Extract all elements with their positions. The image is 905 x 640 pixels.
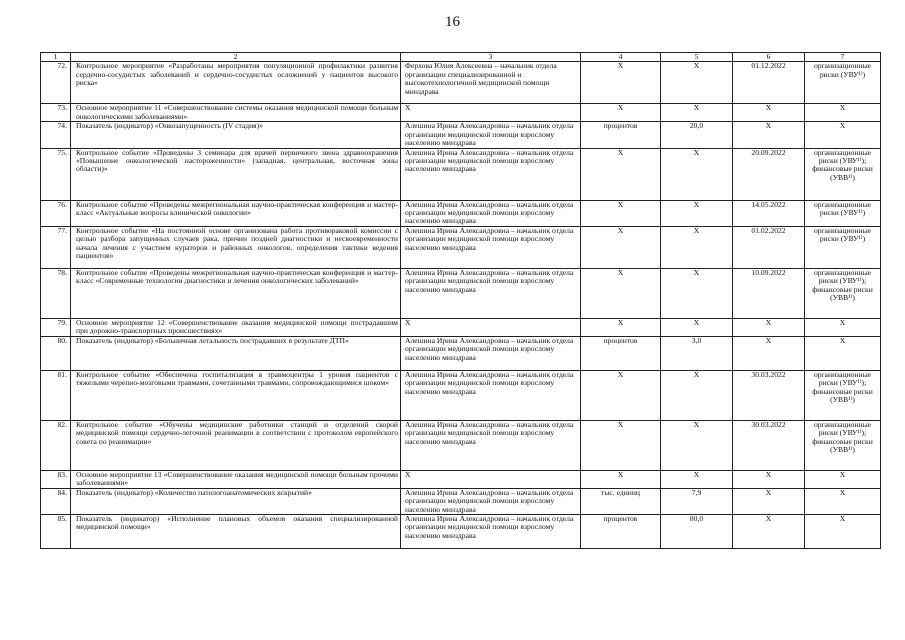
row-number-cell: 77. [41, 226, 71, 268]
row-description-cell: Основное мероприятие 11 «Совершенствование системы оказания медицинской помощи больным онкологическими заболеваниями» [71, 104, 401, 122]
unit-cell: процентов [581, 515, 661, 549]
row-description-cell: Контрольное мероприятие «Разработаны мероприятия популяционной профилактики развития сердечно-сосудистых заболеваний и сердечно-сосудистых осложнений у пациентов высокого риска» [71, 62, 401, 104]
unit-cell: X [581, 420, 661, 470]
row-description-cell: Показатель (индикатор) «Онкозапущенность (IV стадия)» [71, 122, 401, 148]
row-number-cell: 80. [41, 336, 71, 370]
deadline-cell: X [733, 104, 805, 122]
table-row [41, 122, 881, 148]
responsible-person-cell: Алешина Ирина Александровна – начальник отдела организации медицинской помощи взрослому населению минздрава [401, 148, 581, 200]
row-number-cell: 81. [41, 370, 71, 420]
value-cell: X [661, 420, 733, 470]
unit-cell: процентов [581, 122, 661, 148]
responsible-person-cell: X [401, 470, 581, 488]
risk-cell: организационные риски (УВУ¹⁾); финансовые риски (УВВ¹⁾) [805, 268, 881, 318]
row-number-cell: 78. [41, 268, 71, 318]
column-number: 3 [401, 53, 581, 62]
table-row [41, 515, 881, 549]
value-cell: 7,9 [661, 488, 733, 514]
deadline-cell: 20.09.2022 [733, 148, 805, 200]
row-number-cell: 76. [41, 200, 71, 226]
deadline-cell: X [733, 122, 805, 148]
row-number-cell: 73. [41, 104, 71, 122]
risk-cell: X [805, 470, 881, 488]
responsible-person-cell: Ферхова Юлия Алексеевна – начальник отдела организации специализированной и высокотехнологичной медицинской помощи минздрава [401, 62, 581, 104]
deadline-cell: X [733, 336, 805, 370]
value-cell: X [661, 370, 733, 420]
responsible-person-cell: X [401, 318, 581, 336]
row-description-cell: Контрольное событие «Проведены межрегиональная научно-практическая конференция и мастер-класс «Актуальные вопросы клинической онкологии» [71, 200, 401, 226]
plan-table [40, 52, 881, 549]
risk-cell: организационные риски (УВУ¹⁾) [805, 200, 881, 226]
table-row [41, 318, 881, 336]
value-cell: 3,0 [661, 336, 733, 370]
responsible-person-cell: Алешина Ирина Александровна – начальник отдела организации медицинской помощи взрослому населению минздрава [401, 370, 581, 420]
risk-cell: X [805, 104, 881, 122]
deadline-cell: 30.03.2022 [733, 420, 805, 470]
unit-cell: X [581, 148, 661, 200]
unit-cell: процентов [581, 336, 661, 370]
responsible-person-cell: Алешина Ирина Александровна – начальник отдела организации медицинской помощи взрослому населению минздрава [401, 200, 581, 226]
value-cell: X [661, 470, 733, 488]
row-description-cell: Показатель (индикатор) «Количество патологоанатомических вскрытий» [71, 488, 401, 514]
column-number: 4 [581, 53, 661, 62]
value-cell: 80,0 [661, 515, 733, 549]
responsible-person-cell: Алешина Ирина Александровна – начальник отдела организации медицинской помощи взрослому населению минздрава [401, 122, 581, 148]
value-cell: 20,0 [661, 122, 733, 148]
column-number: 5 [661, 53, 733, 62]
table-row [41, 200, 881, 226]
row-description-cell: Контрольное событие «Проведены межрегиональная научно-практическая конференция и мастер-класс «Современные технологии диагностики и лечения онкологических заболеваний» [71, 268, 401, 318]
table-row [41, 148, 881, 200]
row-description-cell: Контрольное событие «Обеспечена госпитализация в травмоцентры 1 уровня пациентов с тяжелыми черепно-мозговыми травмами, сочетанными травмами, сопровождающимися шоком» [71, 370, 401, 420]
risk-cell: организационные риски (УВУ¹⁾) [805, 62, 881, 104]
table-row [41, 226, 881, 268]
row-number-cell: 82. [41, 420, 71, 470]
value-cell: X [661, 318, 733, 336]
risk-cell: X [805, 318, 881, 336]
row-description-cell: Контрольное событие «На постоянной основе организована работа противораковой комиссии с целью разбора запущенных случаев рака, причин поздней диагностики и несвоевременности начала лечения с участием кураторов и районных онкологов, определения тактики ведения пациентов» [71, 226, 401, 268]
table-row [41, 336, 881, 370]
unit-cell: X [581, 470, 661, 488]
responsible-person-cell: Алешина Ирина Александровна – начальник отдела организации медицинской помощи взрослому населению минздрава [401, 488, 581, 514]
column-number: 6 [733, 53, 805, 62]
responsible-person-cell: Алешина Ирина Александровна – начальник отдела организации медицинской помощи взрослому населению минздрава [401, 268, 581, 318]
value-cell: X [661, 104, 733, 122]
row-number-cell: 85. [41, 515, 71, 549]
responsible-person-cell: Алешина Ирина Александровна – начальник отдела организации медицинской помощи взрослому населению минздрава [401, 226, 581, 268]
value-cell: X [661, 268, 733, 318]
value-cell: X [661, 226, 733, 268]
deadline-cell: 01.12.2022 [733, 62, 805, 104]
column-number: 7 [805, 53, 881, 62]
table-row [41, 268, 881, 318]
table-row [41, 420, 881, 470]
risk-cell: организационные риски (УВУ¹⁾) [805, 226, 881, 268]
risk-cell: X [805, 515, 881, 549]
risk-cell: организационные риски (УВУ¹⁾); финансовые риски (УВВ¹⁾) [805, 148, 881, 200]
row-number-cell: 72. [41, 62, 71, 104]
deadline-cell: X [733, 470, 805, 488]
column-number: 2 [71, 53, 401, 62]
responsible-person-cell: Алешина Ирина Александровна – начальник отдела организации медицинской помощи взрослому населению минздрава [401, 336, 581, 370]
row-description-cell: Основное мероприятие 12 «Совершенствование оказания медицинской помощи пострадавшим при дорожно-транспортных происшествиях» [71, 318, 401, 336]
unit-cell: X [581, 268, 661, 318]
deadline-cell: 01.02.2022 [733, 226, 805, 268]
unit-cell: X [581, 62, 661, 104]
deadline-cell: X [733, 488, 805, 514]
table-row [41, 470, 881, 488]
page-number: 16 [445, 14, 460, 30]
row-description-cell: Показатель (индикатор) «Больничная летальность пострадавших в результате ДТП» [71, 336, 401, 370]
risk-cell: организационные риски (УВУ¹⁾); финансовые риски (УВВ¹⁾) [805, 370, 881, 420]
value-cell: X [661, 200, 733, 226]
row-number-cell: 79. [41, 318, 71, 336]
row-description-cell: Контрольное событие «Проведены 3 семинара для врачей первичного звена здравоохранения «Повышение онкологической настороженности» (западная, центральная, восточная зоны области)» [71, 148, 401, 200]
row-description-cell: Основное мероприятие 13 «Совершенствование оказания медицинской помощи больным прочими заболеваниями» [71, 470, 401, 488]
value-cell: X [661, 148, 733, 200]
row-number-cell: 74. [41, 122, 71, 148]
unit-cell: X [581, 200, 661, 226]
row-description-cell: Контрольное событие «Обучены медицинские работники станций и отделений скорой медицинской помощи сердечно-легочной реанимации в соответствии с протоколом европейского совета по реанимации» [71, 420, 401, 470]
table-row [41, 62, 881, 104]
unit-cell: X [581, 318, 661, 336]
responsible-person-cell: Алешина Ирина Александровна – начальник отдела организации медицинской помощи взрослому населению минздрава [401, 420, 581, 470]
responsible-person-cell: X [401, 104, 581, 122]
risk-cell: X [805, 122, 881, 148]
row-description-cell: Показатель (индикатор) «Исполнение плановых объемов оказания специализированной медицинской помощи» [71, 515, 401, 549]
unit-cell: X [581, 226, 661, 268]
value-cell: X [661, 62, 733, 104]
deadline-cell: X [733, 318, 805, 336]
table-row [41, 370, 881, 420]
risk-cell: X [805, 488, 881, 514]
deadline-cell: 10.09.2022 [733, 268, 805, 318]
unit-cell: X [581, 104, 661, 122]
risk-cell: X [805, 336, 881, 370]
deadline-cell: X [733, 515, 805, 549]
row-number-cell: 83. [41, 470, 71, 488]
deadline-cell: 14.05.2022 [733, 200, 805, 226]
row-number-cell: 84. [41, 488, 71, 514]
unit-cell: X [581, 370, 661, 420]
column-number: 1 [41, 53, 71, 62]
table-row [41, 104, 881, 122]
column-number-row [41, 53, 881, 62]
row-number-cell: 75. [41, 148, 71, 200]
unit-cell: тыс. единиц [581, 488, 661, 514]
table-row [41, 488, 881, 514]
risk-cell: организационные риски (УВУ¹⁾); финансовые риски (УВВ¹⁾) [805, 420, 881, 470]
deadline-cell: 30.03.2022 [733, 370, 805, 420]
responsible-person-cell: Алешина Ирина Александровна – начальник отдела организации медицинской помощи взрослому населению минздрава [401, 515, 581, 549]
